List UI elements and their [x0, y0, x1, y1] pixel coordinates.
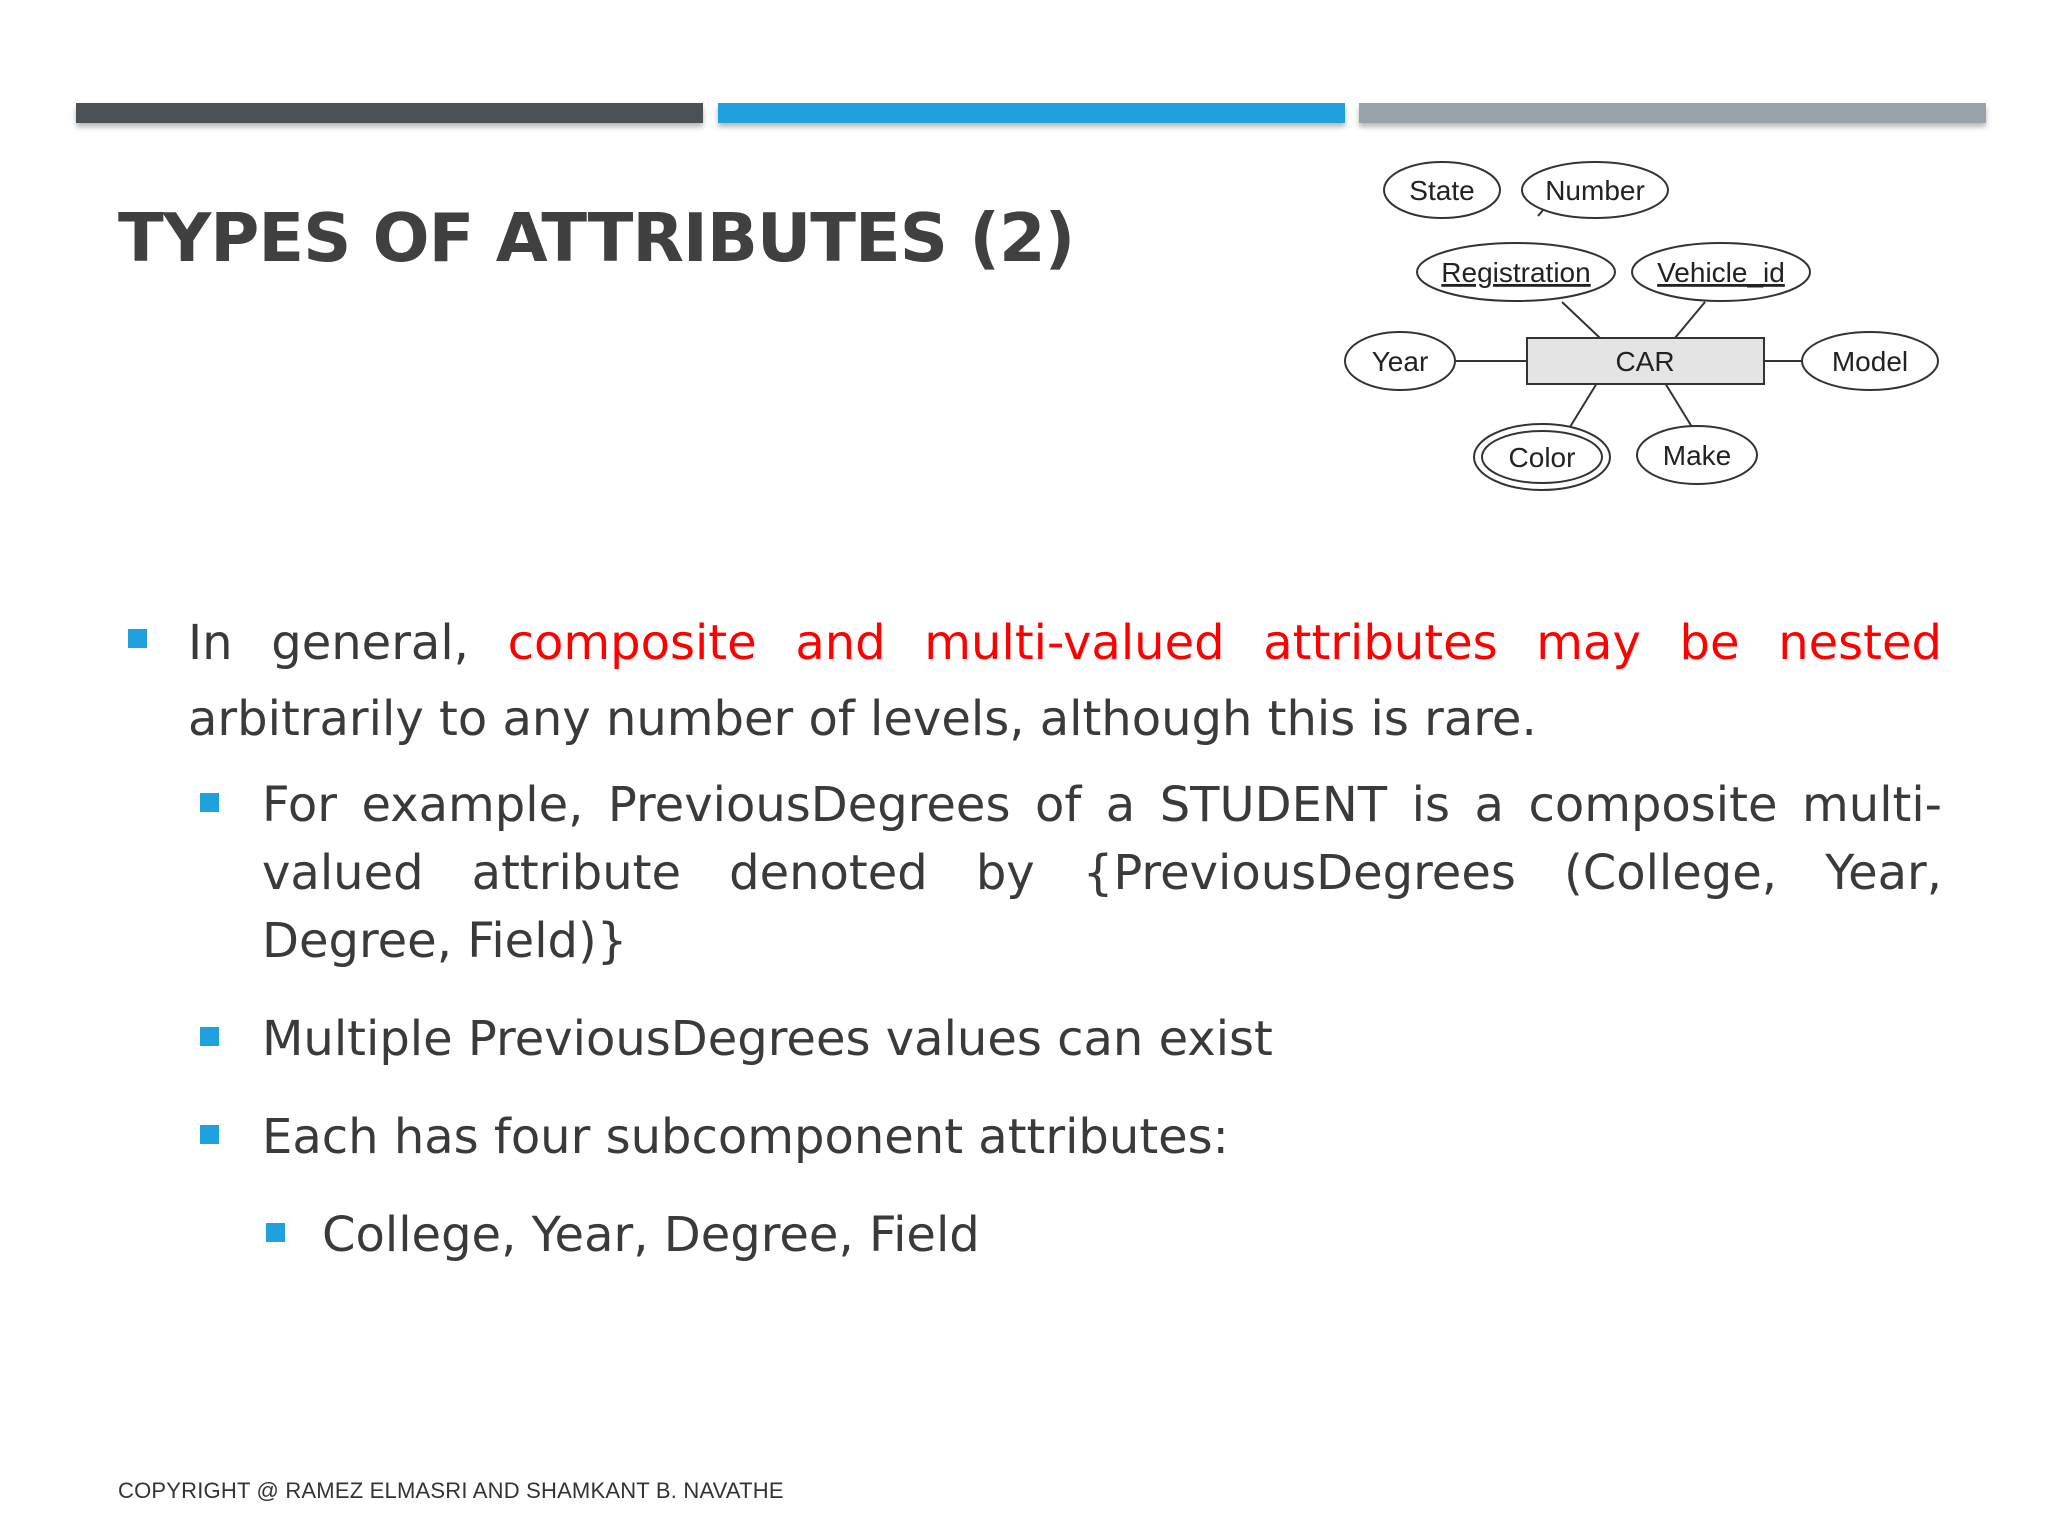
square-bullet-icon — [200, 1125, 219, 1144]
entity-car-label: CAR — [1615, 346, 1675, 377]
square-bullet-icon — [200, 1027, 219, 1046]
bullet-item-nesting — [118, 605, 1942, 757]
bullet-text-highlight: composite and multi-valued attributes may be nested — [507, 615, 1942, 671]
attr-registration-label: Registration — [1441, 257, 1591, 288]
attr-model-label: Model — [1831, 346, 1909, 377]
bullet-text-end: arbitrarily to any number of levels, although this is rare. — [188, 691, 1537, 747]
bullet-item-subcomponents — [118, 1103, 1942, 1171]
attr-year-label: Year — [1371, 346, 1429, 377]
header-bar-dark — [76, 103, 703, 123]
bullet-list — [118, 605, 1942, 1269]
attr-color-label: Color — [1508, 442, 1576, 473]
bullet-text: Each has four subcomponent attributes: — [262, 1109, 1229, 1165]
attr-make-label: Make — [1662, 440, 1732, 471]
bullet-item-example — [118, 771, 1942, 975]
header-bar-blue — [718, 103, 1345, 123]
attr-vehicle-id-label: Vehicle_id — [1657, 257, 1785, 288]
square-bullet-icon — [266, 1223, 285, 1242]
er-connectors — [1450, 198, 1810, 427]
slide-title: TYPES OF ATTRIBUTES (2) — [118, 199, 1075, 277]
er-diagram — [1340, 150, 1950, 500]
bullet-item-multiple-values — [118, 1005, 1942, 1073]
square-bullet-icon — [128, 629, 147, 648]
copyright-footer: COPYRIGHT @ RAMEZ ELMASRI AND SHAMKANT B. NAVATHE — [118, 1478, 784, 1503]
attr-number-label: Number — [1545, 175, 1645, 206]
bullet-text: Multiple PreviousDegrees values can exist — [262, 1011, 1273, 1067]
bullet-item-subcomponent-list — [118, 1201, 1942, 1269]
bullet-text: College, Year, Degree, Field — [322, 1207, 980, 1263]
bullet-text: For example, PreviousDegrees of a STUDENT is a composite multi-valued attribute denoted by {PreviousDegrees (College, Year, Degree, Field)} — [262, 777, 1942, 969]
header-bar-gray — [1359, 103, 1986, 123]
square-bullet-icon — [200, 793, 219, 812]
attr-state-label: State — [1409, 175, 1475, 206]
bullet-text-start: In general, — [188, 615, 508, 671]
